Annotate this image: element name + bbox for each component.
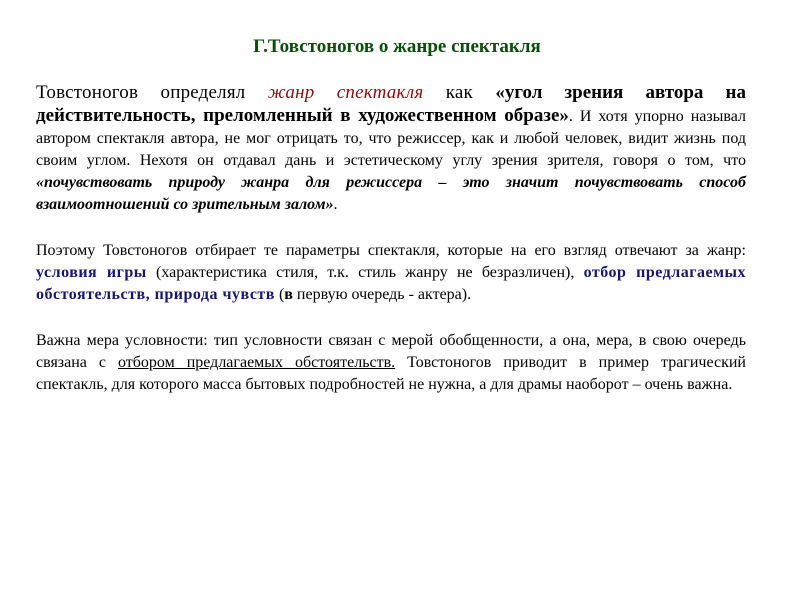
paragraph-conventionality bbox=[36, 330, 746, 396]
p3-lead: Важна мера условности: тип условности связан с мерой обобщенности, а она, мера, в свою очередь связана с bbox=[36, 332, 746, 371]
p2-paren: ( bbox=[274, 286, 285, 303]
p1-connector: как bbox=[423, 82, 496, 103]
p1-end: . bbox=[333, 196, 338, 213]
p2-lead: Поэтому Товстоногов отбирает те параметры спектакля, которые на его взгляд отвечают за жанр: bbox=[36, 242, 746, 259]
p1-term-genre: жанр спектакля bbox=[267, 82, 424, 103]
p2-term-play-conditions: условия игры bbox=[36, 264, 147, 281]
p1-quote-audience: «почувствовать природу жанра для режиссера – это значит почувствовать способ взаимоотношений со зрительным залом» bbox=[36, 174, 746, 213]
p2-bold-v: в bbox=[284, 286, 293, 303]
paragraph-genre-definition bbox=[36, 82, 746, 216]
p1-lead: Товстоногов определял bbox=[36, 82, 268, 103]
p1-body: . И хотя упорно называл автором спектакля автора, не мог отрицать то, что режиссер, как и любой человек, видит жизнь под своим углом. Нехотя он отдавал дань и эстетическому углу зрения зрителя, говоря о том, что bbox=[36, 108, 746, 169]
paragraph-parameters bbox=[36, 240, 746, 306]
slide-body bbox=[36, 82, 746, 420]
p3-end: Товстоногов приводит в пример трагический спектакль, для которого масса бытовых подробностей не нужна, а для драмы наоборот – очень важна. bbox=[36, 354, 746, 393]
p3-underlined: отбором предлагаемых обстоятельств. bbox=[117, 354, 396, 371]
p2-style-note: (характеристика стиля, т.к. стиль жанру не безразличен), bbox=[146, 264, 584, 281]
p2-end: первую очередь - актера). bbox=[292, 286, 472, 303]
p2-term-circumstances: отбор предлагаемых обстоятельств, природа чувств bbox=[36, 264, 746, 303]
p1-quote-definition: «угол зрения автора на действительность, преломленный в художественном образе» bbox=[36, 82, 746, 126]
slide-title: Г.Товстоногов о жанре спектакля bbox=[253, 36, 541, 57]
